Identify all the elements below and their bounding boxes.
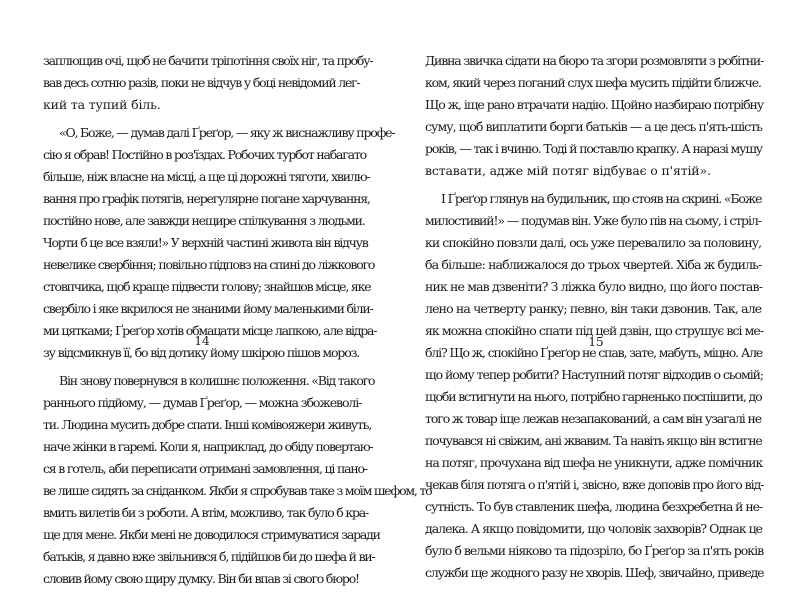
- text-line: словив йому свою щиру думку. Він би впав зі свого бюро!: [43, 571, 359, 586]
- text-line: вставати, адже мій потяг відбуває о п'ятій».: [425, 163, 711, 178]
- text-line: чекав біля потяга о п'ятій і, звісно, вже доповів про його від-: [425, 477, 764, 492]
- text-line: наче жінки в гаремі. Коли я, наприклад, до обіду повертаю-: [43, 439, 373, 454]
- page-number: 15: [588, 335, 604, 349]
- text-line: ки спокійно повзли далі, ось уже перевалило за половину,: [425, 235, 762, 250]
- text-line: свербіло і яке вкрилося не знаними йому маленькими біли-: [43, 301, 373, 316]
- text-line: було б вельми ніяково та підозріло, бо Ґреґор за п'ять років: [425, 543, 764, 558]
- text-line: ще для мене. Якби мені не доводилося стримуватися заради: [43, 527, 380, 542]
- text-line: ник не мав дзвеніти? З ліжка було видно, що його постав-: [425, 279, 763, 294]
- text-line: стовпчика, щоб краще підвести голову; знайшов місце, яке: [43, 279, 371, 294]
- text-line: років, — так і вчиню. Тоді й поставлю крапку. А наразі мушу: [425, 141, 762, 156]
- text-line: заплющив очі, щоб не бачити тріпотіння своїх ніг, та пробу-: [43, 53, 373, 68]
- text-line: сутність. То був ставленик шефа, людина безхребетна й не-: [425, 499, 763, 514]
- text-line: кий та тупий біль.: [43, 97, 161, 112]
- text-line: суму, щоб виплатити борги батьків — а це десь п'ять-шість: [425, 119, 762, 134]
- text-line: почувався ні свіжим, ані жвавим. Та навіть якщо він встигне: [425, 433, 762, 448]
- text-line: милостивий!» — подумав він. Уже було пів на сьому, і стріл-: [425, 213, 761, 228]
- text-line: зу відсмикнув її, бо від дотику йому шкірою пішов мороз.: [43, 345, 360, 360]
- text-line: більше, ніж власне на місці, а ще ці дорожні тяготи, хвилю-: [43, 169, 370, 184]
- text-line: ся в готель, аби переписати отримані замовлення, ці пано-: [43, 461, 367, 476]
- text-line: раннього підйому, — думав Ґреґор, — можна збожеволі-: [43, 395, 362, 410]
- text-line: Чорти б це все взяли!» У верхній частині живота він відчув: [43, 235, 368, 250]
- left-page-text: [43, 50, 432, 590]
- text-line: ти. Людина мусить добре спати. Інші комівояжери живуть,: [43, 417, 371, 432]
- text-line: Дивна звичка сідати на бюро та згори розмовляти з робітни-: [425, 53, 764, 68]
- right-page: [400, 0, 800, 600]
- text-line: Він знову повернувся в колишнє положення. «Від такого: [59, 373, 375, 388]
- text-line: як можна спокійно спати під цей дзвін, що струшує всі ме-: [425, 323, 764, 338]
- text-line: щоби встигнути на нього, потрібно гарненько поспішити, до: [425, 389, 762, 404]
- text-line: «О, Боже, — думав далі Ґреґор, — яку ж виснажливу профе-: [59, 125, 395, 140]
- text-line: далека. А якщо повідомити, що чоловік захворів? Однак це: [425, 521, 763, 536]
- text-line: на потяг, прочуханa від шефа не уникнути, адже помічник: [425, 455, 763, 470]
- text-line: сію я обрав! Постійно в роз'їздах. Робочих турбот набагато: [43, 147, 366, 162]
- text-line: ком, який через поганий слух шефа мусить підійти ближче.: [425, 75, 761, 90]
- text-line: служби ще жодного разу не хворів. Шеф, звичайно, приведе: [425, 565, 764, 580]
- text-line: ве лише сидять за сніданком. Якби я спробував таке з моїм шефом, то: [43, 483, 432, 498]
- text-line: що йому тепер робити? Наступний потяг відходив о сьомій;: [425, 367, 764, 382]
- text-line: лено на четверту ранку; певно, він таки дзвонив. Так, але: [425, 301, 762, 316]
- text-line: постійно нове, але завжди нещире спілкування з людьми.: [43, 213, 365, 228]
- text-line: блі? Що ж, спокійно Ґреґор не спав, зате, мабуть, міцно. Але: [425, 345, 763, 360]
- text-line: вав десь сотню разів, поки не відчув у боці невідомий лег-: [43, 75, 360, 90]
- text-line: ба більше: наближалося до трьох чвертей. Хіба ж будиль-: [425, 257, 762, 272]
- page-number: 14: [194, 334, 210, 348]
- text-line: того ж товар іще лежав незапакований, а сам він узагалі не: [425, 411, 762, 426]
- text-line: вмить вилетів би з роботи. А втім, можливо, так було б кра-: [43, 505, 369, 520]
- text-line: невелике свербіння; повільно підповз на спині до ліжкового: [43, 257, 375, 272]
- text-line: батьків, я давно вже звільнився б, підійшов би до шефа й ви-: [43, 549, 375, 564]
- text-line: І Ґреґор глянув на будильник, що стояв на скрині. «Боже: [441, 191, 762, 206]
- right-page-text: [425, 50, 763, 584]
- text-line: вання про графік потягів, нерегулярне погане харчування,: [43, 191, 370, 206]
- text-line: Що ж, іще рано втрачати надію. Щойно назбираю потрібну: [425, 97, 764, 112]
- text-line: ми цятками; Ґреґор хотів обмацати місце лапкою, але відра-: [43, 323, 377, 338]
